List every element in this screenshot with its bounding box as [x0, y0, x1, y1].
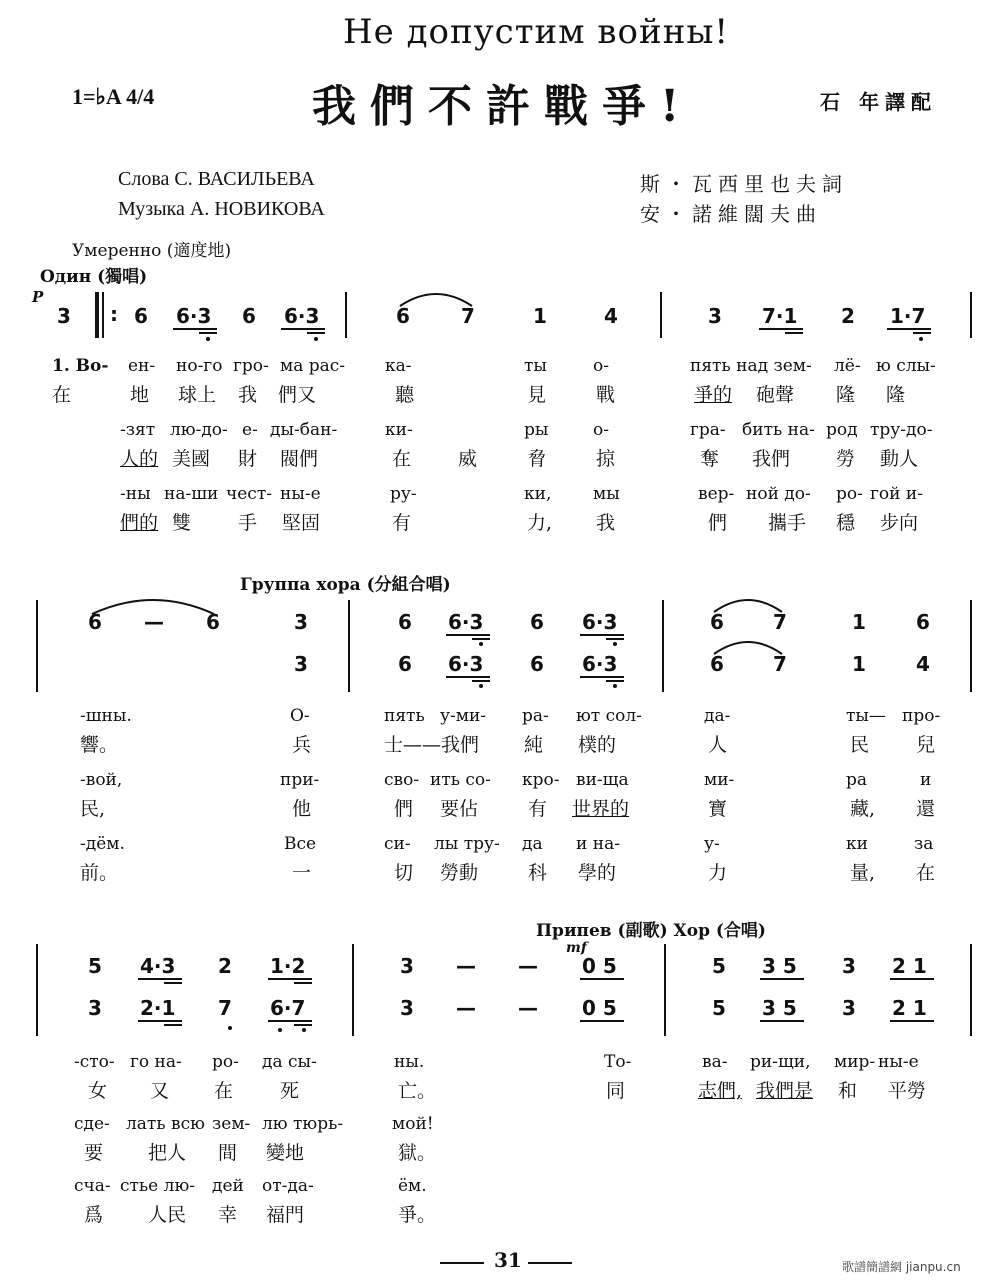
lyric: да-	[704, 706, 731, 726]
lyric-zh: 同	[606, 1080, 626, 1102]
note: 6	[710, 652, 724, 676]
repeat-bar-thin	[102, 292, 104, 338]
lyric-zh: 純	[524, 734, 544, 756]
lyric: ра-	[522, 706, 549, 726]
note: 5	[712, 954, 726, 978]
slur	[90, 596, 216, 618]
lyric-zh: 我	[238, 384, 258, 406]
lyric-zh: 樸的	[578, 734, 617, 756]
note: 1	[533, 304, 547, 328]
lyric: чест-	[226, 484, 272, 504]
low-octave-dot	[228, 1026, 232, 1030]
lyric-zh: 學的	[578, 862, 617, 884]
low-octave-dot	[613, 642, 617, 646]
note: 6	[398, 610, 412, 634]
lyric-zh: 亡。	[398, 1080, 437, 1102]
lyric: сча-	[74, 1176, 111, 1196]
note: 6	[398, 652, 412, 676]
lyric-zh: 穩	[836, 512, 856, 534]
lyric-zh: 死	[280, 1080, 300, 1102]
lyric-zh: 有	[392, 512, 412, 534]
note: 6	[396, 304, 410, 328]
lyric-zh: 在	[52, 384, 72, 406]
repeat-bar	[95, 292, 99, 338]
lyric: да	[522, 834, 543, 854]
lyric: лё-	[834, 356, 861, 376]
note: 4	[916, 652, 930, 676]
note: 4	[604, 304, 618, 328]
lyric: ить со-	[430, 770, 491, 790]
lyric-zh: 響。	[80, 734, 119, 756]
lyric: вер-	[698, 484, 735, 504]
lyric: го на-	[130, 1052, 182, 1072]
lyric-zh: 切	[394, 862, 414, 884]
note: 3	[294, 610, 308, 634]
lyric-zh: 我們	[752, 448, 791, 470]
lyric: ды-бан-	[270, 420, 338, 440]
lyric-zh: 在	[916, 862, 936, 884]
lyric: сво-	[384, 770, 420, 790]
lyric: ны.	[394, 1052, 425, 1072]
lyric: ви-ща	[576, 770, 629, 790]
note: 0 5	[582, 996, 617, 1020]
lyric-zh: 變地	[266, 1142, 305, 1164]
lyric: и	[920, 770, 932, 790]
barline	[352, 944, 354, 1036]
lyric-zh: 砲聲	[756, 384, 795, 406]
lyricist-ru: Слова С. ВАСИЛЬЕВА	[118, 168, 315, 190]
lyric-zh: 爭。	[398, 1204, 437, 1226]
lyric-zh: 奪	[700, 448, 720, 470]
lyric-zh: 藏,	[850, 798, 876, 820]
lyric: Все	[284, 834, 317, 854]
eighth-underline	[138, 1020, 182, 1022]
lyric-zh: 隆	[886, 384, 906, 406]
lyric-zh: 和	[838, 1080, 858, 1102]
lyric: на-ши	[164, 484, 219, 504]
lyric: и на-	[576, 834, 620, 854]
note: 3	[88, 996, 102, 1020]
note: 3	[842, 954, 856, 978]
note: 3	[400, 996, 414, 1020]
lyric: ми-	[704, 770, 735, 790]
note: 6·7	[270, 996, 306, 1020]
sixteenth-underline	[785, 332, 803, 334]
lyric-zh: 攜手	[768, 512, 807, 534]
note: 5	[712, 996, 726, 1020]
lyric-zh: 們又	[278, 384, 317, 406]
eighth-underline	[580, 978, 624, 980]
note: 2·1	[140, 996, 176, 1020]
eighth-underline	[760, 978, 804, 980]
note: 4·3	[140, 954, 176, 978]
lyric: ка-	[385, 356, 412, 376]
note: 1	[852, 652, 866, 676]
lyric-zh: 福門	[266, 1204, 305, 1226]
note: 3	[57, 304, 71, 328]
lyric: стье лю-	[120, 1176, 195, 1196]
lyric-zh: 間	[218, 1142, 238, 1164]
sixteenth-underline	[294, 1024, 312, 1026]
lyric: о-	[593, 356, 609, 376]
dynamic-mf: mf	[566, 940, 587, 956]
composer-ru: Музыка А. НОВИКОВА	[118, 198, 325, 220]
lyric-zh: 們	[394, 798, 414, 820]
lyric-zh: 志們,	[698, 1080, 743, 1102]
lyric: да сы-	[262, 1052, 317, 1072]
lyric-zh: 他	[292, 798, 312, 820]
sixteenth-underline	[199, 332, 217, 334]
note: —	[518, 996, 538, 1020]
note: 3	[294, 652, 308, 676]
lyric-zh: 勞動	[440, 862, 479, 884]
note: 7	[773, 652, 787, 676]
lyric-zh: 隆	[836, 384, 856, 406]
low-octave-dot	[919, 337, 923, 341]
lyric-zh: 人的	[120, 448, 159, 470]
note: 6	[134, 304, 148, 328]
lyric: 1. Во-	[52, 356, 109, 376]
lyric: о-	[593, 420, 609, 440]
lyric: си-	[384, 834, 411, 854]
note: 3 5	[762, 954, 797, 978]
lyric: ра	[846, 770, 868, 790]
note: —	[456, 954, 476, 978]
sixteenth-underline	[606, 680, 624, 682]
low-octave-dot	[314, 337, 318, 341]
eighth-underline	[890, 978, 934, 980]
lyric-zh: 威	[458, 448, 478, 470]
lyric: зем-	[212, 1114, 251, 1134]
lyric: кро-	[522, 770, 560, 790]
barline	[970, 944, 972, 1036]
lyric: мир-	[834, 1052, 876, 1072]
lyric: пять над зем-	[690, 356, 812, 376]
lyric: тру-до-	[870, 420, 933, 440]
lyric-zh: 幸	[218, 1204, 238, 1226]
lyric: дей	[212, 1176, 244, 1196]
lyric-zh: 量,	[850, 862, 876, 884]
note: 7·1	[762, 304, 798, 328]
note: 1	[852, 610, 866, 634]
lyric: ро-	[212, 1052, 239, 1072]
lyric-zh: 一	[292, 862, 312, 884]
lyric: ты	[524, 356, 547, 376]
slur	[398, 290, 474, 310]
barline	[36, 600, 38, 692]
note: 6·3	[448, 652, 484, 676]
note: 6·3	[582, 652, 618, 676]
lyric: ны-е	[878, 1052, 919, 1072]
lyric-zh: 獄。	[398, 1142, 437, 1164]
barline	[660, 292, 662, 338]
eighth-underline	[887, 328, 931, 330]
lyric: лы тру-	[434, 834, 500, 854]
lyric: ки-	[385, 420, 413, 440]
low-octave-dot	[302, 1028, 306, 1032]
lyric: ен-	[128, 356, 156, 376]
lyric: пять	[384, 706, 425, 726]
sixteenth-underline	[606, 638, 624, 640]
note: 6	[242, 304, 256, 328]
note: 6	[88, 610, 102, 634]
lyric-zh: 爭的	[694, 384, 733, 406]
lyric: при-	[280, 770, 320, 790]
page-number: 31	[494, 1248, 522, 1272]
note: 6	[710, 610, 724, 634]
eighth-underline	[138, 978, 182, 980]
lyric-zh: 科	[528, 862, 548, 884]
lyric: за	[914, 834, 934, 854]
note: 5	[88, 954, 102, 978]
sixteenth-underline	[164, 1024, 182, 1026]
eighth-underline	[760, 1020, 804, 1022]
note: 6	[530, 652, 544, 676]
lyric-zh: 有	[528, 798, 548, 820]
refrain-marking: Припев (副歌) Хор (合唱)	[536, 921, 766, 941]
lyric-zh: 勞	[836, 448, 856, 470]
lyricist-zh: 斯・瓦西里也夫詞	[640, 172, 848, 196]
eighth-underline	[268, 978, 312, 980]
lyric-zh: 動人	[880, 448, 919, 470]
lyric-zh: 還	[916, 798, 936, 820]
translator-credit: 石 年譯配	[820, 90, 937, 114]
page-rule-left	[440, 1262, 484, 1264]
slur	[712, 596, 784, 616]
lyric-zh: 堅固	[282, 512, 321, 534]
note: 2	[841, 304, 855, 328]
repeat-colon: :	[110, 302, 118, 326]
eighth-underline	[580, 676, 624, 678]
lyric-zh: 財	[238, 448, 258, 470]
eighth-underline	[446, 634, 490, 636]
note: 2 1	[892, 954, 927, 978]
group-chorus-marking: Группа хора (分組合唱)	[240, 575, 451, 595]
lyric: бить на-	[742, 420, 815, 440]
lyric-zh: 又	[150, 1080, 170, 1102]
lyric-zh: 我們是	[756, 1080, 814, 1102]
lyric-zh: 聽	[395, 384, 415, 406]
sixteenth-underline	[472, 680, 490, 682]
lyric: лать всю	[126, 1114, 205, 1134]
lyric-zh: 士——我們	[384, 734, 480, 756]
lyric: ны-е	[280, 484, 321, 504]
barline	[970, 600, 972, 692]
lyric-zh: 步向	[880, 512, 919, 534]
sixteenth-underline	[307, 332, 325, 334]
lyric-zh: 見	[527, 384, 547, 406]
lyric: род	[826, 420, 858, 440]
lyric: ры	[524, 420, 549, 440]
note: 2	[218, 954, 232, 978]
lyric-zh: 兵	[292, 734, 312, 756]
lyric: ём.	[398, 1176, 427, 1196]
lyric-zh: 手	[238, 512, 258, 534]
barline	[36, 944, 38, 1036]
note: 6·3	[448, 610, 484, 634]
note: 3	[708, 304, 722, 328]
note: 2 1	[892, 996, 927, 1020]
note: 6·3	[582, 610, 618, 634]
barline	[348, 600, 350, 692]
watermark: 歌譜簡譜網 jianpu.cn	[842, 1260, 961, 1274]
lyric: про-	[902, 706, 941, 726]
lyric-zh: 人	[708, 734, 728, 756]
low-octave-dot	[206, 337, 210, 341]
eighth-underline	[890, 1020, 934, 1022]
lyric: ва-	[702, 1052, 728, 1072]
lyric-zh: 人民	[148, 1204, 187, 1226]
dynamic-p: P	[32, 288, 44, 306]
lyric-zh: 民	[850, 734, 870, 756]
lyric-zh: 們的	[120, 512, 159, 534]
lyric-zh: 球上	[178, 384, 217, 406]
lyric-zh: 寶	[708, 798, 728, 820]
note: —	[144, 610, 164, 634]
lyric: ма рас-	[280, 356, 346, 376]
note: 3	[400, 954, 414, 978]
lyric-zh: 雙	[172, 512, 192, 534]
lyric-zh: 在	[214, 1080, 234, 1102]
lyric: То-	[604, 1052, 632, 1072]
lyric: ки	[846, 834, 868, 854]
note: 7	[461, 304, 475, 328]
lyric: ют сол-	[576, 706, 642, 726]
lyric: гро-	[233, 356, 269, 376]
lyric-zh: 女	[88, 1080, 108, 1102]
lyric: у-ми-	[440, 706, 487, 726]
title-chinese: 我們不許戰爭!	[312, 81, 694, 132]
lyric: -вой,	[80, 770, 123, 790]
note: 6·3	[284, 304, 320, 328]
lyric-zh: 世界的	[572, 798, 630, 820]
lyric-zh: 兒	[916, 734, 936, 756]
lyric: гой и-	[870, 484, 923, 504]
lyric: -дём.	[80, 834, 125, 854]
lyric-zh: 們	[708, 512, 728, 534]
lyric: ро-	[836, 484, 863, 504]
lyric-zh: 民,	[80, 798, 106, 820]
lyric: -шны.	[80, 706, 132, 726]
lyric-zh: 要佔	[440, 798, 479, 820]
note: 1·7	[890, 304, 926, 328]
lyric-zh: 在	[392, 448, 412, 470]
lyric-zh: 要	[84, 1142, 104, 1164]
lyric-zh: 地	[130, 384, 150, 406]
lyric-zh: 美國	[172, 448, 211, 470]
lyric-zh: 爲	[84, 1204, 104, 1226]
lyric: ки,	[524, 484, 552, 504]
note: 3 5	[762, 996, 797, 1020]
note: 6·3	[176, 304, 212, 328]
note: 6	[530, 610, 544, 634]
low-octave-dot	[278, 1028, 282, 1032]
lyric: ной до-	[746, 484, 811, 504]
lyric: но-го	[176, 356, 223, 376]
composer-zh: 安・諾維闊夫曲	[640, 202, 822, 226]
lyric: -ны	[120, 484, 151, 504]
lyric: у-	[704, 834, 720, 854]
note: 6	[916, 610, 930, 634]
lyric: сде-	[74, 1114, 110, 1134]
lyric-zh: 力,	[527, 512, 553, 534]
lyric: гра-	[690, 420, 726, 440]
lyric-zh: 力	[708, 862, 728, 884]
lyric: ру-	[390, 484, 417, 504]
tempo-marking: Умеренно (適度地)	[72, 241, 232, 261]
note: 3	[842, 996, 856, 1020]
lyric: е-	[242, 420, 258, 440]
key-signature: 1=♭A 4/4	[72, 84, 155, 109]
lyric-zh: 平勞	[888, 1080, 927, 1102]
low-octave-dot	[479, 684, 483, 688]
eighth-underline	[173, 328, 217, 330]
barline	[970, 292, 972, 338]
eighth-underline	[759, 328, 803, 330]
note: 6	[206, 610, 220, 634]
title-russian: Не допустим войны!	[343, 12, 730, 52]
lyric: ю слы-	[876, 356, 936, 376]
lyric-zh: 閥們	[280, 448, 319, 470]
note: —	[518, 954, 538, 978]
lyric: от-да-	[262, 1176, 314, 1196]
eighth-underline	[268, 1020, 312, 1022]
sixteenth-underline	[913, 332, 931, 334]
low-octave-dot	[479, 642, 483, 646]
eighth-underline	[580, 1020, 624, 1022]
lyric: лю тюрь-	[262, 1114, 344, 1134]
sixteenth-underline	[164, 982, 182, 984]
lyric-zh: 把人	[148, 1142, 187, 1164]
lyric: -сто-	[74, 1052, 115, 1072]
sixteenth-underline	[472, 638, 490, 640]
note: 1·2	[270, 954, 306, 978]
barline	[345, 292, 347, 338]
lyric-zh: 掠	[596, 448, 616, 470]
barline	[664, 944, 666, 1036]
sixteenth-underline	[294, 982, 312, 984]
note: 0 5	[582, 954, 617, 978]
note: 7	[218, 996, 232, 1020]
barline	[662, 600, 664, 692]
lyric-zh: 脅	[527, 448, 547, 470]
eighth-underline	[281, 328, 325, 330]
page-rule-right	[528, 1262, 572, 1264]
lyric-zh: 我	[596, 512, 616, 534]
lyric: ри-щи,	[750, 1052, 811, 1072]
lyric: мы	[593, 484, 620, 504]
lyric-zh: 前。	[80, 862, 119, 884]
low-octave-dot	[613, 684, 617, 688]
note: —	[456, 996, 476, 1020]
eighth-underline	[580, 634, 624, 636]
lyric: -зят	[120, 420, 156, 440]
lyric: ты—	[846, 706, 886, 726]
lyric-zh: 戰	[596, 384, 616, 406]
lyric: О-	[290, 706, 310, 726]
note: 7	[773, 610, 787, 634]
eighth-underline	[446, 676, 490, 678]
solo-marking: Один (獨唱)	[40, 267, 148, 287]
lyric: мой!	[392, 1114, 434, 1134]
lyric: лю-до-	[170, 420, 228, 440]
slur	[712, 638, 784, 658]
